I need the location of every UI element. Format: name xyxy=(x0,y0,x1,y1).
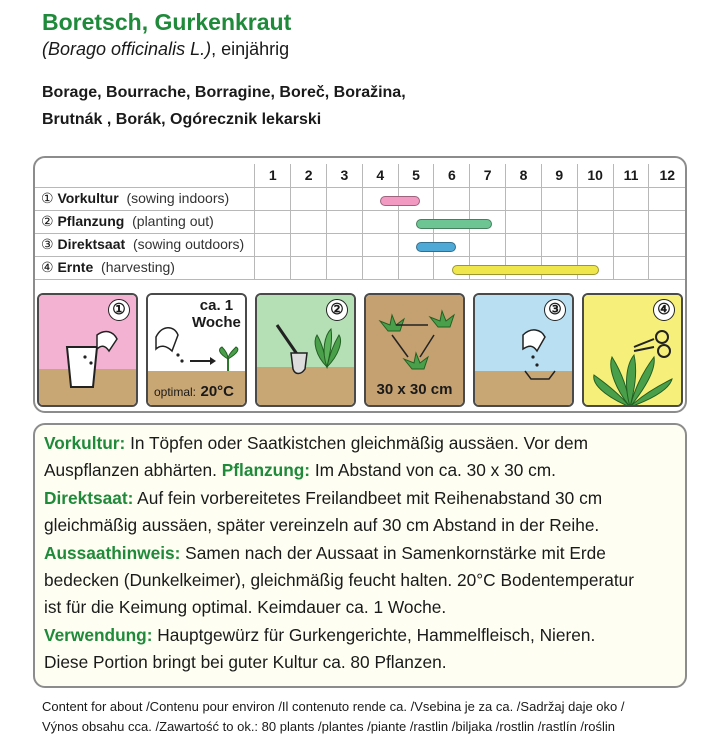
names-line-1: Borage, Bourrache, Borragine, Boreč, Boražina, xyxy=(42,84,406,101)
month-1: 1 xyxy=(255,164,291,187)
cultivation-instructions xyxy=(33,423,687,688)
panel-planting-out xyxy=(255,293,356,407)
month-11: 11 xyxy=(613,164,649,187)
panel-sowing-indoors xyxy=(37,293,138,407)
calendar-bar xyxy=(452,265,599,275)
panel-spacing xyxy=(364,293,465,407)
calendar-row xyxy=(35,210,685,233)
instruction-line: Verwendung: Hauptgewürz für Gurkengerichte, Hammelfleisch, Nieren. xyxy=(44,624,596,645)
month-7: 7 xyxy=(470,164,506,187)
row-label-en: (sowing indoors) xyxy=(126,190,230,206)
month-10: 10 xyxy=(577,164,613,187)
month-2: 2 xyxy=(291,164,327,187)
month-3: 3 xyxy=(327,164,363,187)
row-label: Vorkultur xyxy=(57,190,119,206)
subtitle xyxy=(42,39,289,60)
month-12: 12 xyxy=(649,164,685,187)
calendar-bar xyxy=(380,196,420,206)
calendar-bar xyxy=(416,219,492,229)
month-8: 8 xyxy=(506,164,542,187)
row-symbol: ① xyxy=(41,190,54,206)
instruction-line: Vorkultur: In Töpfen oder Saatkistchen gleichmäßig aussäen. Vor dem xyxy=(44,433,588,453)
panel-harvesting xyxy=(582,293,683,407)
instruction-line: Diese Portion bringt bei guter Kultur ca. 80 Pflanzen. xyxy=(44,652,447,673)
calendar-row xyxy=(35,187,685,210)
content-note-line-2: Výnos obsahu cca. /Zawartość to ok.: 80 plants /plantes /piante /rastlin /biljaka /rostlin /rastlín /roślin xyxy=(42,719,616,734)
step-number: ④ xyxy=(653,299,675,321)
row-label: Pflanzung xyxy=(57,213,125,229)
month-9: 9 xyxy=(541,164,577,187)
month-4: 4 xyxy=(362,164,398,187)
content-note xyxy=(42,697,624,737)
lifecycle: , einjährig xyxy=(211,39,290,59)
common-names xyxy=(42,79,406,133)
row-label: Ernte xyxy=(57,259,94,275)
instruction-line: bedecken (Dunkelkeimer), gleichmäßig feucht halten. 20°C Bodentemperatur xyxy=(44,570,634,591)
row-symbol: ③ xyxy=(41,236,54,252)
instruction-line: Direktsaat: Auf fein vorbereitetes Freilandbeet mit Reihenabstand 30 cm xyxy=(44,487,603,508)
instruction-line: ist für die Keimung optimal. Keimdauer ca. 1 Woche. xyxy=(44,597,447,618)
month-5: 5 xyxy=(398,164,434,187)
calendar-bar xyxy=(416,242,456,252)
step-number: ② xyxy=(326,299,348,321)
step-number: ① xyxy=(108,299,130,321)
instruction-line: gleichmäßig aussäen, später vereinzeln auf 30 cm Abstand in der Reihe. xyxy=(44,515,600,536)
illustration-strip xyxy=(37,293,683,407)
optimal-temperature: optimal: 20°C xyxy=(154,383,234,400)
latin-name: (Borago officinalis L.) xyxy=(42,39,212,59)
plant-spacing: 30 x 30 cm xyxy=(376,381,453,398)
product-title: Boretsch, Gurkenkraut xyxy=(42,9,292,35)
row-symbol: ② xyxy=(41,213,54,229)
calendar-header-row xyxy=(35,164,685,187)
instruction-line: Aussaathinweis: Samen nach der Aussaat in Samenkornstärke mit Erde xyxy=(44,542,606,563)
content-note-line-1: Content for about /Contenu pour environ /Il contenuto rende ca. /Vsebina je za ca. /Sadržaj daje oko / xyxy=(42,699,625,714)
month-6: 6 xyxy=(434,164,470,187)
sowing-calendar xyxy=(35,164,685,280)
instruction-line: Auspflanzen abhärten. Pflanzung: Im Abstand von ca. 30 x 30 cm. xyxy=(44,460,556,481)
panel-germination xyxy=(146,293,247,407)
row-label: Direktsaat xyxy=(57,236,126,252)
row-label-en: (harvesting) xyxy=(101,259,175,275)
germination-time: ca. 1 Woche xyxy=(192,297,241,331)
calendar-row xyxy=(35,233,685,256)
row-label-en: (planting out) xyxy=(132,213,214,229)
step-number: ③ xyxy=(544,299,566,321)
row-label-en: (sowing outdoors) xyxy=(132,236,245,252)
calendar-card xyxy=(33,156,687,413)
row-symbol: ④ xyxy=(41,259,54,275)
panel-sowing-outdoors xyxy=(473,293,574,407)
names-line-2: Brutnák , Borák, Ogórecznik lekarski xyxy=(42,111,322,128)
